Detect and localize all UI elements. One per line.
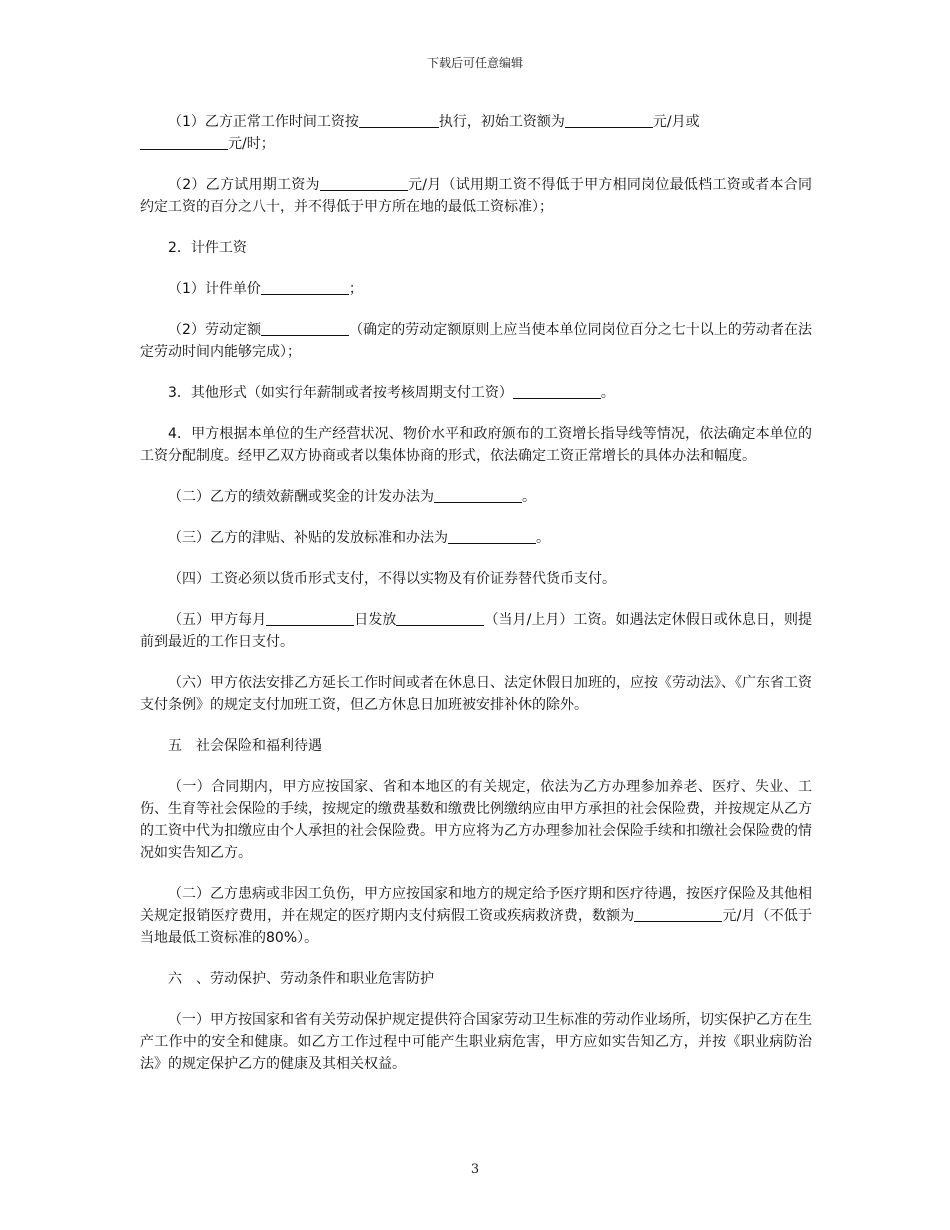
page-number: 3	[470, 1162, 480, 1177]
download-note: 下载后可任意编辑	[426, 56, 523, 70]
clause-overtime: （六）甲方依法安排乙方延长工作时间或者在休息日、法定休假日加班的，应按《劳动法》、《广东省工资支付条例》的规定支付加班工资，但乙方休息日加班被安排补休的除外。	[140, 675, 812, 713]
section-labor-protection: 六 、劳动保护、劳动条件和职业危害防护	[168, 971, 434, 987]
blank-field	[565, 111, 653, 128]
section-social-insurance: 五 社会保险和福利待遇	[168, 738, 322, 754]
clause-other-forms: 3．其他形式（如实行年薪制或者按考核周期支付工资） 。	[140, 382, 812, 404]
clause-social-insurance: （一）合同期内，甲方应按国家、省和本地区的有关规定，依法为乙方办理参加养老、医疗、失业、工伤、生育等社会保险的手续，按规定的缴费基数和缴费比例缴纳应由甲方承担的社会保险费，并按规定从乙方的工资中代为扣缴应由个人承担的社会保险费。甲方应将为乙方办理参加社会保险手续和扣缴社会保险费的情况如实告知乙方。	[140, 779, 812, 861]
clause-allowance: （三）乙方的津贴、补贴的发放标准和办法为 。	[140, 527, 812, 549]
document-body	[140, 111, 812, 1094]
clause-wage-system: 4．甲方根据本单位的生产经营状况、物价水平和政府颁布的工资增长指导线等情况，依法确定本单位的工资分配制度。经甲乙双方协商或者以集体协商的形式，依法确定工资正常增长的具体办法和幅度。	[140, 426, 812, 464]
section-piece-wage: 2．计件工资	[168, 240, 247, 256]
blank-field	[320, 174, 408, 191]
blank-field	[434, 486, 522, 503]
blank-field	[448, 527, 536, 544]
blank-field	[266, 609, 354, 626]
blank-field	[140, 133, 228, 150]
clause-currency-payment: （四）工资必须以货币形式支付，不得以实物及有价证券替代货币支付。	[168, 571, 616, 587]
clause-piece-price: （1）计件单价 ；	[140, 278, 812, 300]
clause-labor-protection: （一）甲方按国家和省有关劳动保护规定提供符合国家劳动卫生标准的劳动作业场所，切实保护乙方在生产工作中的安全和健康。如乙方工作过程中可能产生职业病危害，甲方应如实告知乙方，并按《职业病防治法》的规定保护乙方的健康及其相关权益。	[140, 1012, 812, 1072]
clause-normal-wage: （1）乙方正常工作时间工资按 执行，初始工资额为 元/月或 元/时；	[140, 111, 812, 155]
blank-field	[261, 278, 349, 295]
blank-field	[634, 905, 722, 922]
clause-performance-pay: （二）乙方的绩效薪酬或奖金的计发办法为 。	[140, 486, 812, 508]
blank-field	[396, 609, 484, 626]
clause-sick-leave: （二）乙方患病或非因工负伤，甲方应按国家和地方的规定给予医疗期和医疗待遇，按医疗保险及其他相关规定报销医疗费用，并在规定的医疗期内支付病假工资或疾病救济费，数额为 元/月（不低于当地最低工资标准的80%）。	[140, 886, 813, 946]
clause-pay-date: （五）甲方每月 日发放 （当月/上月）工资。如遇法定休假日或休息日，则提前到最近的工作日支付。	[140, 609, 812, 653]
clause-labor-quota: （2）劳动定额 （确定的劳动定额原则上应当使本单位同岗位百分之七十以上的劳动者在法定劳动时间内能够完成）；	[140, 319, 812, 363]
blank-field	[261, 319, 349, 336]
blank-field	[513, 382, 601, 399]
clause-probation-wage: （2）乙方试用期工资为 元/月（试用期工资不得低于甲方相同岗位最低档工资或者本合同约定工资的百分之八十，并不得低于甲方所在地的最低工资标准）；	[140, 174, 812, 218]
blank-field	[359, 111, 439, 128]
